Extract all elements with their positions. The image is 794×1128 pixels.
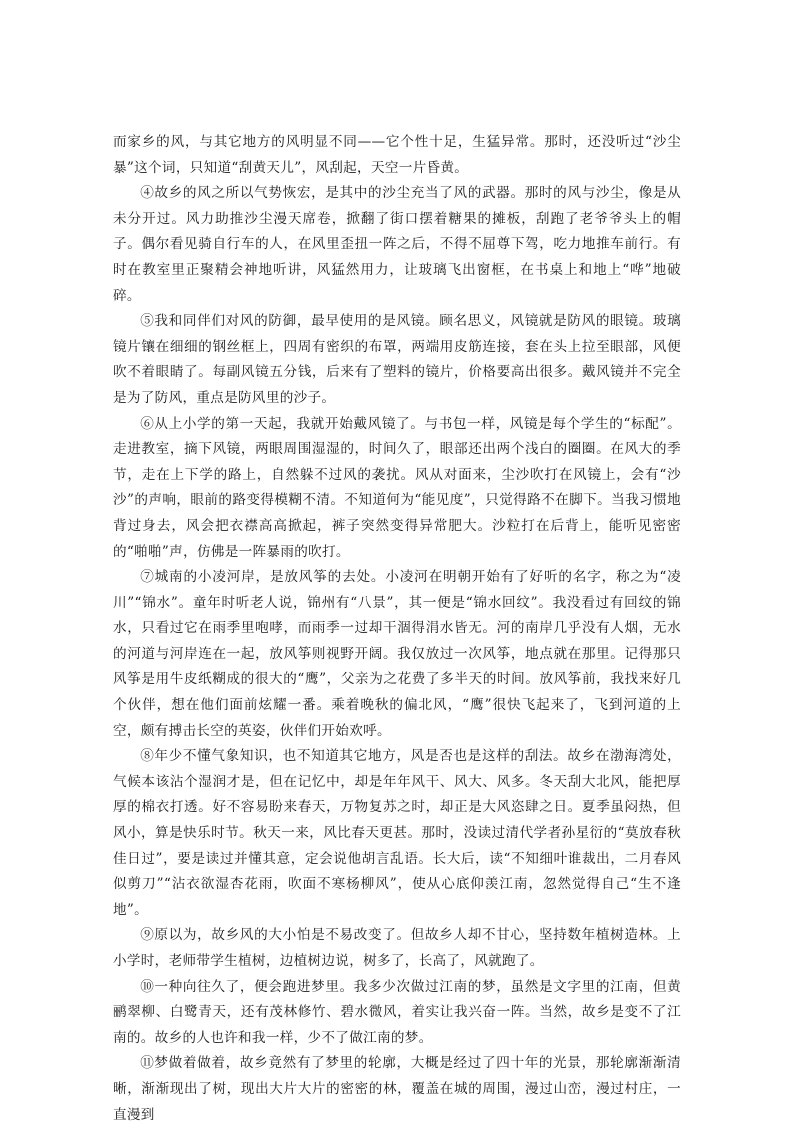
paragraph-4: ④故乡的风之所以气势恢宏，是其中的沙尘充当了风的武器。那时的风与沙尘，像是从未分开过。风力助推沙尘漫天席卷，掀翻了街口摆着糖果的摊板，刮跑了老爷爷头上的帽子。偶尔看见骑自行车的人，在风里歪扭一阵之后，不得不屈尊下驾，吃力地推车前行。有时在教室里正聚精会神地听讲，风猛然用力，让玻璃飞出窗框，在书桌上和地上“哗”地破碎。 xyxy=(113,185,681,304)
paragraph-11: ⑪梦做着做着，故乡竟然有了梦里的轮廓，大概是经过了四十年的光景，那轮廓渐渐清晰，渐渐现出了树，现出大片大片的密密的林，覆盖在城的周围，漫过山峦，漫过村庄，一直漫到 xyxy=(113,1055,681,1123)
paragraph-10: ⑩一种向往久了，便会跑进梦里。我多少次做过江南的梦，虽然是文字里的江南，但黄鹂翠柳、白鹭青天，还有茂林修竹、碧水微风，着实让我兴奋一阵。当然，故乡是变不了江南的。故乡的人也许和我一样，少不了做江南的梦。 xyxy=(113,978,681,1046)
paragraph-continued: 而家乡的风，与其它地方的风明显不同——它个性十足，生猛异常。那时，还没听过“沙尘暴”这个词，只知道“刮黄天儿”，风刮起，天空一片昏黄。 xyxy=(113,134,681,176)
paragraph-6: ⑥从上小学的第一天起，我就开始戴风镜了。与书包一样，风镜是每个学生的“标配”。走进教室，摘下风镜，两眼周围湿湿的，时间久了，眼部还出两个浅白的圈圈。在风大的季节，走在上下学的路上，自然躲不过风的袭扰。风从对面来，尘沙吹打在风镜上，会有“沙沙”的声响，眼前的路变得模糊不清。不知道何为“能见度”，只觉得路不在脚下。当我习惯地背过身去，风会把衣襟高高掀起，裤子突然变得异常肥大。沙粒打在后背上，能听见密密的“啪啪”声，仿佛是一阵暴雨的吹打。 xyxy=(113,415,681,560)
paragraph-7: ⑦城南的小凌河岸，是放风筝的去处。小凌河在明朝开始有了好听的名字，称之为“凌川”“锦水”。童年时听老人说，锦州有“八景”，其一便是“锦水回纹”。我没看过有回纹的锦水，只看过它在雨季里咆哮，而雨季一过却干涸得涓水皆无。河的南岸几乎没有人烟，无水的河道与河岸连在一起，放风筝则视野开阔。我仅放过一次风筝，地点就在那里。记得那只风筝是用牛皮纸糊成的很大的“鹰”，父亲为之花费了多半天的时间。放风筝前，我找来好几个伙伴，想在他们面前炫耀一番。乘着晚秋的偏北风，“鹰”很快飞起来了，飞到河道的上空，颇有搏击长空的英姿，伙伴们开始欢呼。 xyxy=(113,569,681,739)
paragraph-8: ⑧年少不懂气象知识，也不知道其它地方，风是否也是这样的刮法。故乡在渤海湾处，气候本该沾个湿润才是，但在记忆中，却是年年风干、风大、风多。冬天刮大北风，能把厚厚的棉衣打透。好不容易盼来春天，万物复苏之时，却正是大风恣肆之日。夏季虽闷热，但风小，算是快乐时节。秋天一来，风比春天更甚。那时，没读过清代学者孙星衍的“莫放春秋佳日过”，要是读过并懂其意，定会说他胡言乱语。长大后，读“不知细叶谁裁出，二月春风似剪刀”“沾衣欲湿杏花雨，吹面不寒杨柳风”，使从心底仰羡江南，忽然觉得自己“生不逢地”。 xyxy=(113,748,681,918)
paragraph-9: ⑨原以为，故乡风的大小怕是不易改变了。但故乡人却不甘心，坚持数年植树造林。上小学时，老师带学生植树，边植树边说，树多了，长高了，风就跑了。 xyxy=(113,927,681,969)
document-page xyxy=(113,130,681,1128)
paragraph-5: ⑤我和同伴们对风的防御，最早使用的是风镜。顾名思义，风镜就是防风的眼镜。玻璃镜片镶在细细的钢丝框上，四周有密织的布罩，两端用皮筋连接，套在头上拉至眼部，风便吹不着眼睛了。每副风镜五分钱，后来有了塑料的镜片，价格要高出很多。戴风镜并不完全是为了防风，重点是防风里的沙子。 xyxy=(113,313,681,406)
